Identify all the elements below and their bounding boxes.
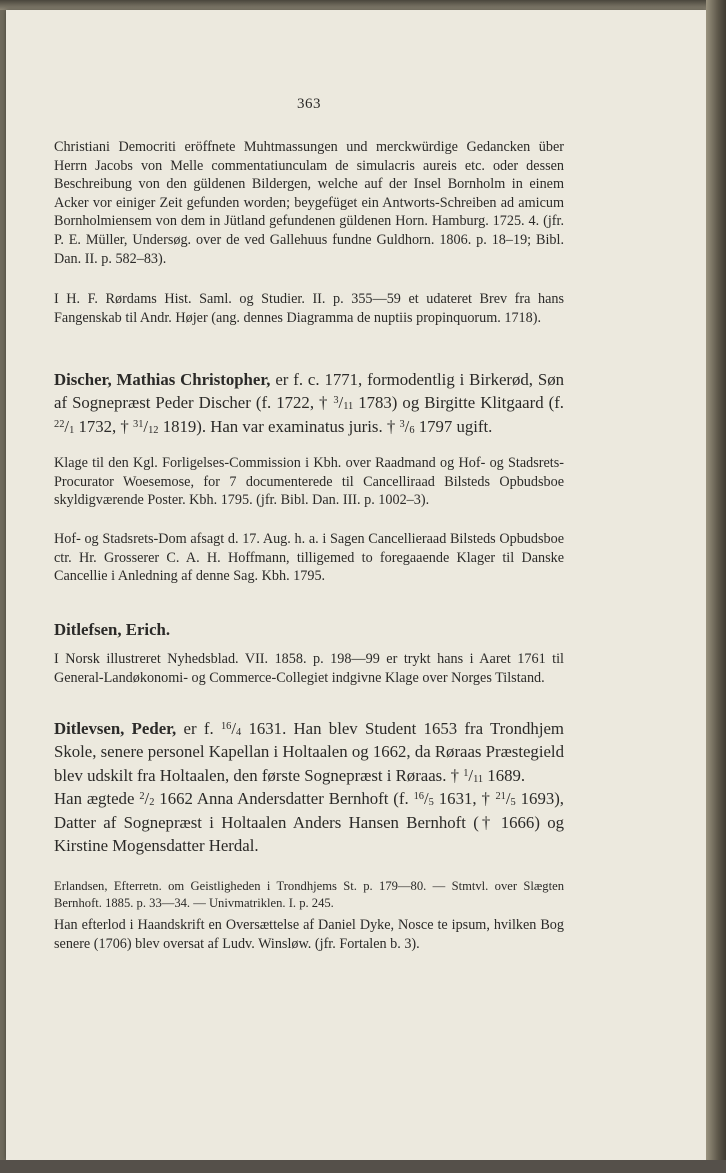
discher-date1-den: 11 (343, 401, 354, 413)
entry-ditlevsen-note (54, 916, 564, 953)
ditlevsen-part3: 1689. (483, 765, 526, 785)
ditlevsen-para2-a: Han ægtede (54, 789, 140, 809)
ditlevsen-date5-num: 21 (495, 791, 506, 803)
scan-right-edge (706, 0, 726, 1173)
discher-part2: 1783) og Birgitte Klitgaard (f. (353, 393, 565, 413)
ditlevsen-date3-num: 2 (139, 791, 145, 803)
discher-date1-num: 3 (333, 395, 339, 407)
discher-paragraph: Discher, Mathias Christopher, er f. c. 1771, formodentlig i Birkerød, Søn af Sognepræst Peder Discher (f. 1722, † $^3/_{11}$ 1783) og Birgitte Klitgaard (f. $^{22}/_1$ 1732, † $^{31}/_{12}$ 1819). Han var examinatus juris. † $^3/_6$ 1797 ugift. (54, 370, 565, 436)
book-page (6, 10, 706, 1160)
scan-top-edge (0, 0, 726, 10)
ditlevsen-note-paragraph: Han efterlod i Haandskrift en Oversættelse af Daniel Dyke, Nosce te ipsum, hvilken Bog senere (1706) blev oversat af Ludv. Winsløw. (jfr. Fortalen b. 3). (54, 917, 564, 952)
discher-heading: Discher, Mathias Christopher, (54, 370, 271, 389)
ditlevsen-marriage-paragraph: Han ægtede $^2/_2$ 1662 Anna Andersdatter Bernhoft (f. $^{16}/_5$ 1631, † $^{21}/_5$ 1693), Datter af Sognepræst i Holtaalen Anders Hansen Bernhoft († 1666) og Kirstine Mogensdatter Herdal. (54, 789, 565, 856)
discher-part4: 1819). Han var examinatus juris. † (158, 416, 400, 436)
christiani-paragraph: Christiani Democriti eröffnete Muhtmassungen und merckwürdige Gedancken über Herrn Jacobs von Melle commentatiunculam de simulacris aureis etc. oder dessen Beschreibung von den güldenen Bildergen, welche auf der Insel Bornholm in einem Acker vor einiger Zeit gefunden worden; beygefüget ein Antworts-Schreiben ad amicum Bornholmiensem von dem in Jütland gefundenen güldenen Horn. Hamburg. 1725. 4. (jfr. P. E. Müller, Undersøg. over de ved Gallehuus fundne Guldhorn. 1806. p. 18–19; Bibl. Dan. II. p. 582–83). (54, 139, 564, 267)
entry-ditlevsen-sources (54, 878, 564, 912)
entry-christiani-text (54, 138, 564, 268)
ditlevsen-date4-num: 16 (413, 791, 424, 803)
discher-part5: 1797 ugift. (414, 416, 493, 436)
discher-part3: 1732, † (74, 416, 134, 436)
entry-discher-note2 (54, 530, 564, 586)
ditlevsen-part2: 1631. Han blev Student 1653 fra Trondhjem Skole, senere personel Kapellan i Holtaalen og 1662, da Røraas Præstegield blev udskilt fra Holtaalen, den første Sognepræst i Røraas. † (54, 719, 564, 785)
discher-date2-den: 1 (69, 424, 75, 436)
ditlevsen-para2-b: 1662 Anna Andersdatter Bernhoft (f. (154, 789, 414, 809)
ditlevsen-heading: Ditlevsen, Peder, (54, 719, 177, 738)
entry-discher (54, 368, 564, 438)
ditlevsen-date4-den: 5 (428, 797, 434, 809)
entry-christiani-note (54, 290, 564, 327)
discher-date4-den: 6 (409, 424, 415, 436)
ditlevsen-date3-den: 2 (149, 797, 155, 809)
discher-note1-paragraph: Klage til den Kgl. Forligelses-Commission i Kbh. over Raadmand og Hof- og Stadsrets-Procurator Woesemose, for 7 documenterede til Cancelliraad Bilsteds Opbudsboe skyldigværende Poster. Kbh. 1795. (jfr. Bibl. Dan. III. p. 1002–3). (54, 455, 564, 509)
discher-date3-num: 31 (133, 418, 144, 430)
ditlefsen-note-paragraph: I Norsk illustreret Nyhedsblad. VII. 1858. p. 198—99 er trykt hans i Aaret 1761 til General-Landøkonomi- og Commerce-Collegiet indgivne Klage over Norges Tilstand. (54, 651, 564, 686)
ditlevsen-paragraph: Ditlevsen, Peder, er f. $^{16}/_4$ 1631. Han blev Student 1653 fra Trondhjem Skole, senere personel Kapellan i Holtaalen og 1662, da Røraas Præstegield blev udskilt fra Holtaalen, den første Sognepræst i Røraas. † $^1/_{11}$ 1689. (54, 719, 564, 785)
discher-intro: er f. c. 1771, formodentlig i Birkerød, Søn af Sognepræst Peder Discher (f. 1722, † (54, 370, 564, 413)
ditlevsen-date1-num: 16 (220, 720, 232, 732)
ditlevsen-intro: er f. (176, 719, 221, 738)
discher-date4-num: 3 (399, 418, 405, 430)
page-number: 363 (297, 96, 321, 112)
ditlevsen-date1-den: 4 (236, 727, 242, 739)
scan-bottom-edge (0, 1160, 726, 1173)
discher-date3-den: 12 (148, 424, 159, 436)
discher-date2-num: 22 (54, 418, 65, 430)
ditlevsen-date5-den: 5 (510, 797, 516, 809)
ditlevsen-date2-num: 1 (463, 767, 469, 779)
entry-ditlevsen (54, 717, 564, 857)
ditlevsen-para2-c: 1631, † (433, 789, 496, 809)
ditlevsen-para2-d: 1693), Datter af Sognepræst i Holtaalen Anders Hansen Bernhoft († 1666) og Kirstine Mogensdatter Herdal. (54, 789, 565, 856)
ditlevsen-sources-paragraph: Erlandsen, Efterretn. om Geistligheden i Trondhjems St. p. 179—80. — Stmtvl. over Slægten Bernhoft. 1885. p. 33—34. — Univmatriklen. I. p. 245. (54, 879, 564, 910)
discher-note2-paragraph: Hof- og Stadsrets-Dom afsagt d. 17. Aug. h. a. i Sagen Cancellieraad Bilsteds Opbudsboe ctr. Hr. Grosserer C. A. H. Hoffmann, tilligemed to foregaaende Klager til Danske Cancellie i Anledning af denne Sag. Kbh. 1795. (54, 531, 564, 585)
ditlevsen-date2-den: 11 (473, 773, 484, 785)
entry-discher-note1 (54, 454, 564, 510)
christiani-note-paragraph: I H. F. Rørdams Hist. Saml. og Studier. II. p. 355—59 et udateret Brev fra hans Fangenskab til Andr. Højer (ang. dennes Diagramma de nuptiis propinquorum. 1718). (54, 291, 564, 326)
ditlefsen-heading: Ditlefsen, Erich. (54, 620, 171, 639)
entry-ditlefsen-note (54, 650, 564, 687)
